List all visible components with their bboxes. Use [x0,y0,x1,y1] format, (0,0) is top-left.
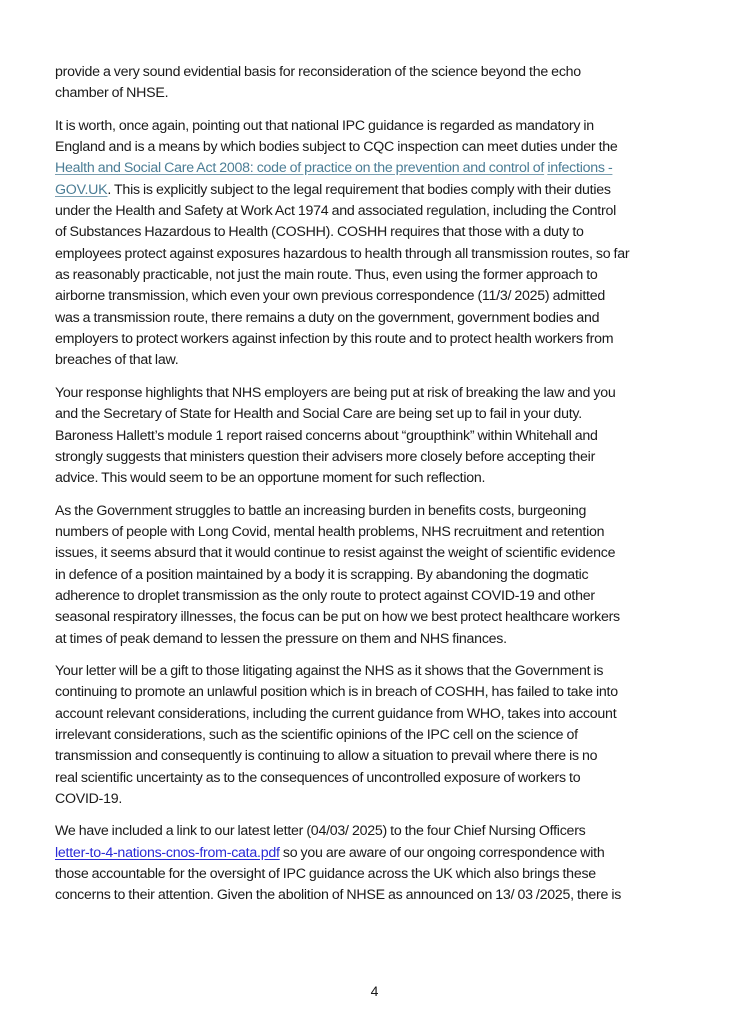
paragraph-evidential-basis [55,62,705,105]
text-line: concerns to their attention. Given the abolition of NHSE as announced on 13/ 03 /2025, there is [55,887,622,904]
text-line: under the Health and Safety at Work Act 1974 and associated regulation, including the Control [55,203,617,220]
text-line: As the Government struggles to battle an increasing burden in benefits costs, burgeoning [55,502,587,519]
document-page [55,62,705,918]
text-line: seasonal respiratory illnesses, the focus can be put on how we best protect healthcare workers [55,609,620,626]
paragraph-government-struggles [55,501,705,650]
text-line: It is worth, once again, pointing out that national IPC guidance is regarded as mandatory in [55,117,594,134]
text-line: employees protect against exposures hazardous to health through all transmission routes, so far [55,245,630,262]
text-line: continuing to promote an unlawful position which is in breach of COSHH, has failed to take into [55,684,618,701]
paragraph-ipc-guidance [55,116,705,372]
text-line: account relevant considerations, including the current guidance from WHO, takes into account [55,705,617,722]
infections-gov-uk-link[interactable]: infections - [547,160,613,177]
text-line: Your letter will be a gift to those litigating against the NHS as it shows that the Government is [55,662,604,679]
text-line: COVID-19. [55,791,123,807]
text-line: as reasonably practicable, not just the main route. Thus, even using the former approach to [55,267,598,284]
text-line: We have included a link to our latest letter (04/03/ 2025) to the four Chief Nursing Officers [55,823,586,840]
text-line: employers to protect workers against infection by this route and to protect health workers from [55,331,614,348]
text-line: issues, it seems absurd that it would continue to resist against the weight of scientific evidence [55,545,616,562]
text-line [55,843,705,864]
text-line: at times of peak demand to lessen the pressure on them and NHS finances. [55,630,507,647]
text-line: transmission and consequently is continuing to allow a situation to prevail where there is no [55,748,598,765]
paragraph-cnos-letter [55,821,705,906]
text-line: irrelevant considerations, such as the scientific opinions of the IPC cell on the science of [55,726,578,743]
text-line: advice. This would seem to be an opportune moment for such reflection. [55,470,486,487]
text-line: breaches of that law. [55,352,179,369]
text-line: strongly suggests that ministers question their advisers more closely before accepting their [55,448,596,465]
text-fragment: so you are aware of our ongoing correspondence with [279,844,605,861]
text-line [55,158,705,179]
text-line: Your response highlights that NHS employers are being put at risk of breaking the law and you [55,384,616,401]
text-line: adherence to droplet transmission as the only route to protect against COVID-19 and other [55,587,595,604]
text-line: numbers of people with Long Covid, mental health problems, NHS recruitment and retention [55,523,605,540]
text-line: those accountable for the oversight of IPC guidance across the UK which also brings these [55,866,596,883]
text-line: provide a very sound evidential basis for reconsideration of the science beyond the echo [55,64,581,80]
cnos-letter-pdf-link[interactable]: letter-to-4-nations-cnos-from-cata.pdf [55,844,280,861]
text-line: of Substances Hazardous to Health (COSHH). COSHH requires that those with a duty to [55,224,584,241]
text-line: real scientific uncertainty as to the consequences of uncontrolled exposure of workers to [55,769,581,786]
text-line: was a transmission route, there remains a duty on the government, government bodies and [55,309,600,326]
text-line: Baroness Hallett’s module 1 report raised concerns about “groupthink” within Whitehall and [55,427,598,444]
health-social-care-act-link[interactable]: Health and Social Care Act 2008: code of practice on the prevention and control of [55,160,545,177]
text-line: in defence of a position maintained by a body it is scrapping. By abandoning the dogmatic [55,566,589,583]
text-line: England and is a means by which bodies subject to CQC inspection can meet duties under the [55,139,618,156]
text-line: and the Secretary of State for Health and Social Care are being set up to fail in your duty. [55,406,582,423]
text-fragment: . This is explicitly subject to the legal requirement that bodies comply with their duties [107,181,611,198]
page-number: 4 [370,983,379,999]
gov-uk-link[interactable]: GOV.UK [55,181,108,198]
text-line [55,180,705,201]
paragraph-litigation-gift [55,661,705,810]
paragraph-nhs-employers-risk [55,383,705,490]
text-line: chamber of NHSE. [55,85,169,102]
text-line: airborne transmission, which even your own previous correspondence (11/3/ 2025) admitted [55,288,606,305]
